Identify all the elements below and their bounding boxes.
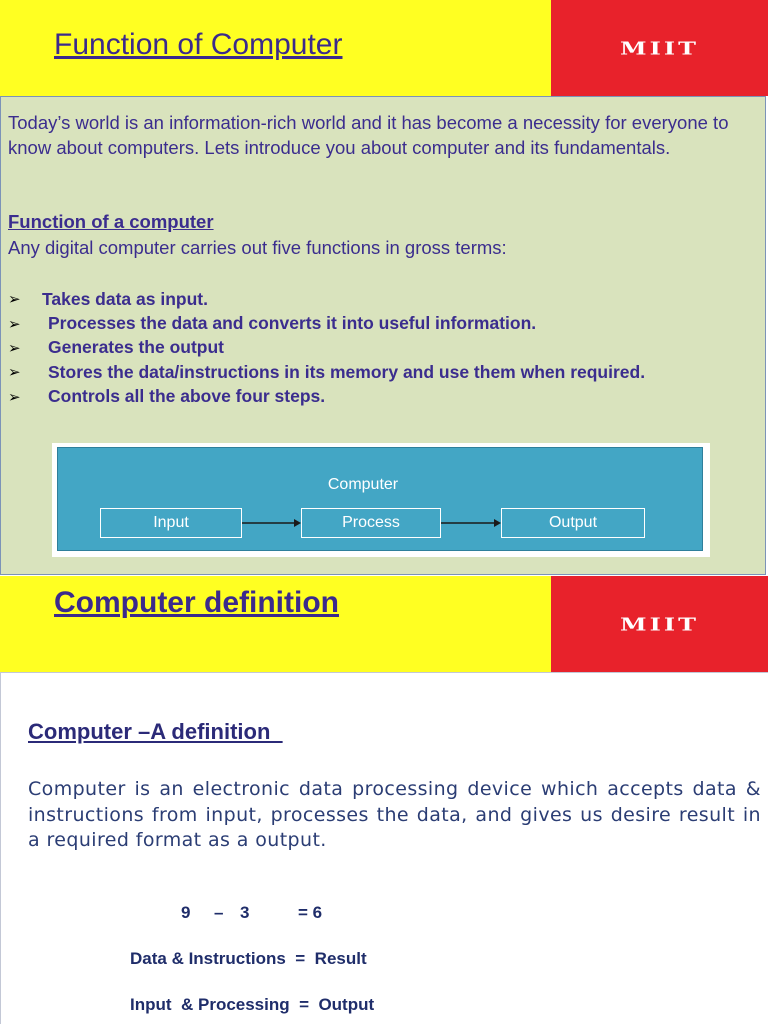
function-list [8, 287, 645, 409]
arrow-bullet-icon: ➢ [8, 291, 21, 309]
list-item: ➢ Takes data as input. [8, 288, 208, 309]
arrow-bullet-icon: ➢ [8, 364, 21, 382]
arrow-bullet-icon: ➢ [8, 388, 21, 406]
intro-paragraph: Today’s world is an information-rich world and it has become a necessity for everyone to know about computers. Lets introduce you about computer and its fundamentals. [8, 112, 729, 158]
slide-content [0, 96, 766, 575]
slide-computer-definition [0, 576, 768, 1024]
miit-logo: MIIT [620, 613, 699, 635]
function-subheading: Any digital computer carries out five functions in gross terms: [8, 237, 507, 258]
arrow-bullet-icon: ➢ [8, 315, 21, 333]
equation-result: = 6 [298, 903, 323, 922]
computer-diagram [57, 447, 703, 551]
slide-header [0, 0, 768, 96]
equation-operator: – [214, 903, 224, 922]
data-result-line: Data & Instructions = Result [130, 949, 367, 968]
diagram-title: Computer [327, 476, 399, 493]
list-item: ➢ Processes the data and converts it into useful information. [8, 313, 537, 334]
arrow-right-icon [441, 516, 502, 530]
slide-header [0, 576, 768, 672]
slide-title: Function of Computer [54, 28, 343, 61]
function-heading: Function of a computer [8, 211, 214, 232]
definition-paragraph: Computer is an electronic data processing device which accepts data & instructions from input, processes the data, and gives us desire result in a required format as a output. [28, 778, 761, 851]
slide-content [0, 672, 768, 1024]
miit-logo: MIIT [620, 37, 699, 59]
arrow-bullet-icon: ➢ [8, 339, 21, 357]
diagram-box-process: Process [301, 508, 441, 538]
list-item: ➢ Generates the output [8, 337, 224, 358]
equation-operand-b: 3 [240, 903, 250, 922]
arrow-right-icon [242, 516, 302, 530]
slide-title: Computer definition [54, 586, 339, 619]
list-item: ➢ Controls all the above four steps. [8, 386, 326, 407]
diagram-frame [52, 443, 710, 557]
list-item: ➢ Stores the data/instructions in its memory and use them when required. [8, 361, 646, 382]
logo-box [551, 0, 768, 96]
input-output-line: Input & Processing = Output [130, 995, 375, 1014]
equation-operand-a: 9 [181, 903, 191, 922]
definition-heading: Computer –A definition [28, 719, 283, 744]
logo-box [551, 576, 768, 672]
diagram-box-input: Input [100, 508, 242, 538]
diagram-box-output: Output [501, 508, 645, 538]
